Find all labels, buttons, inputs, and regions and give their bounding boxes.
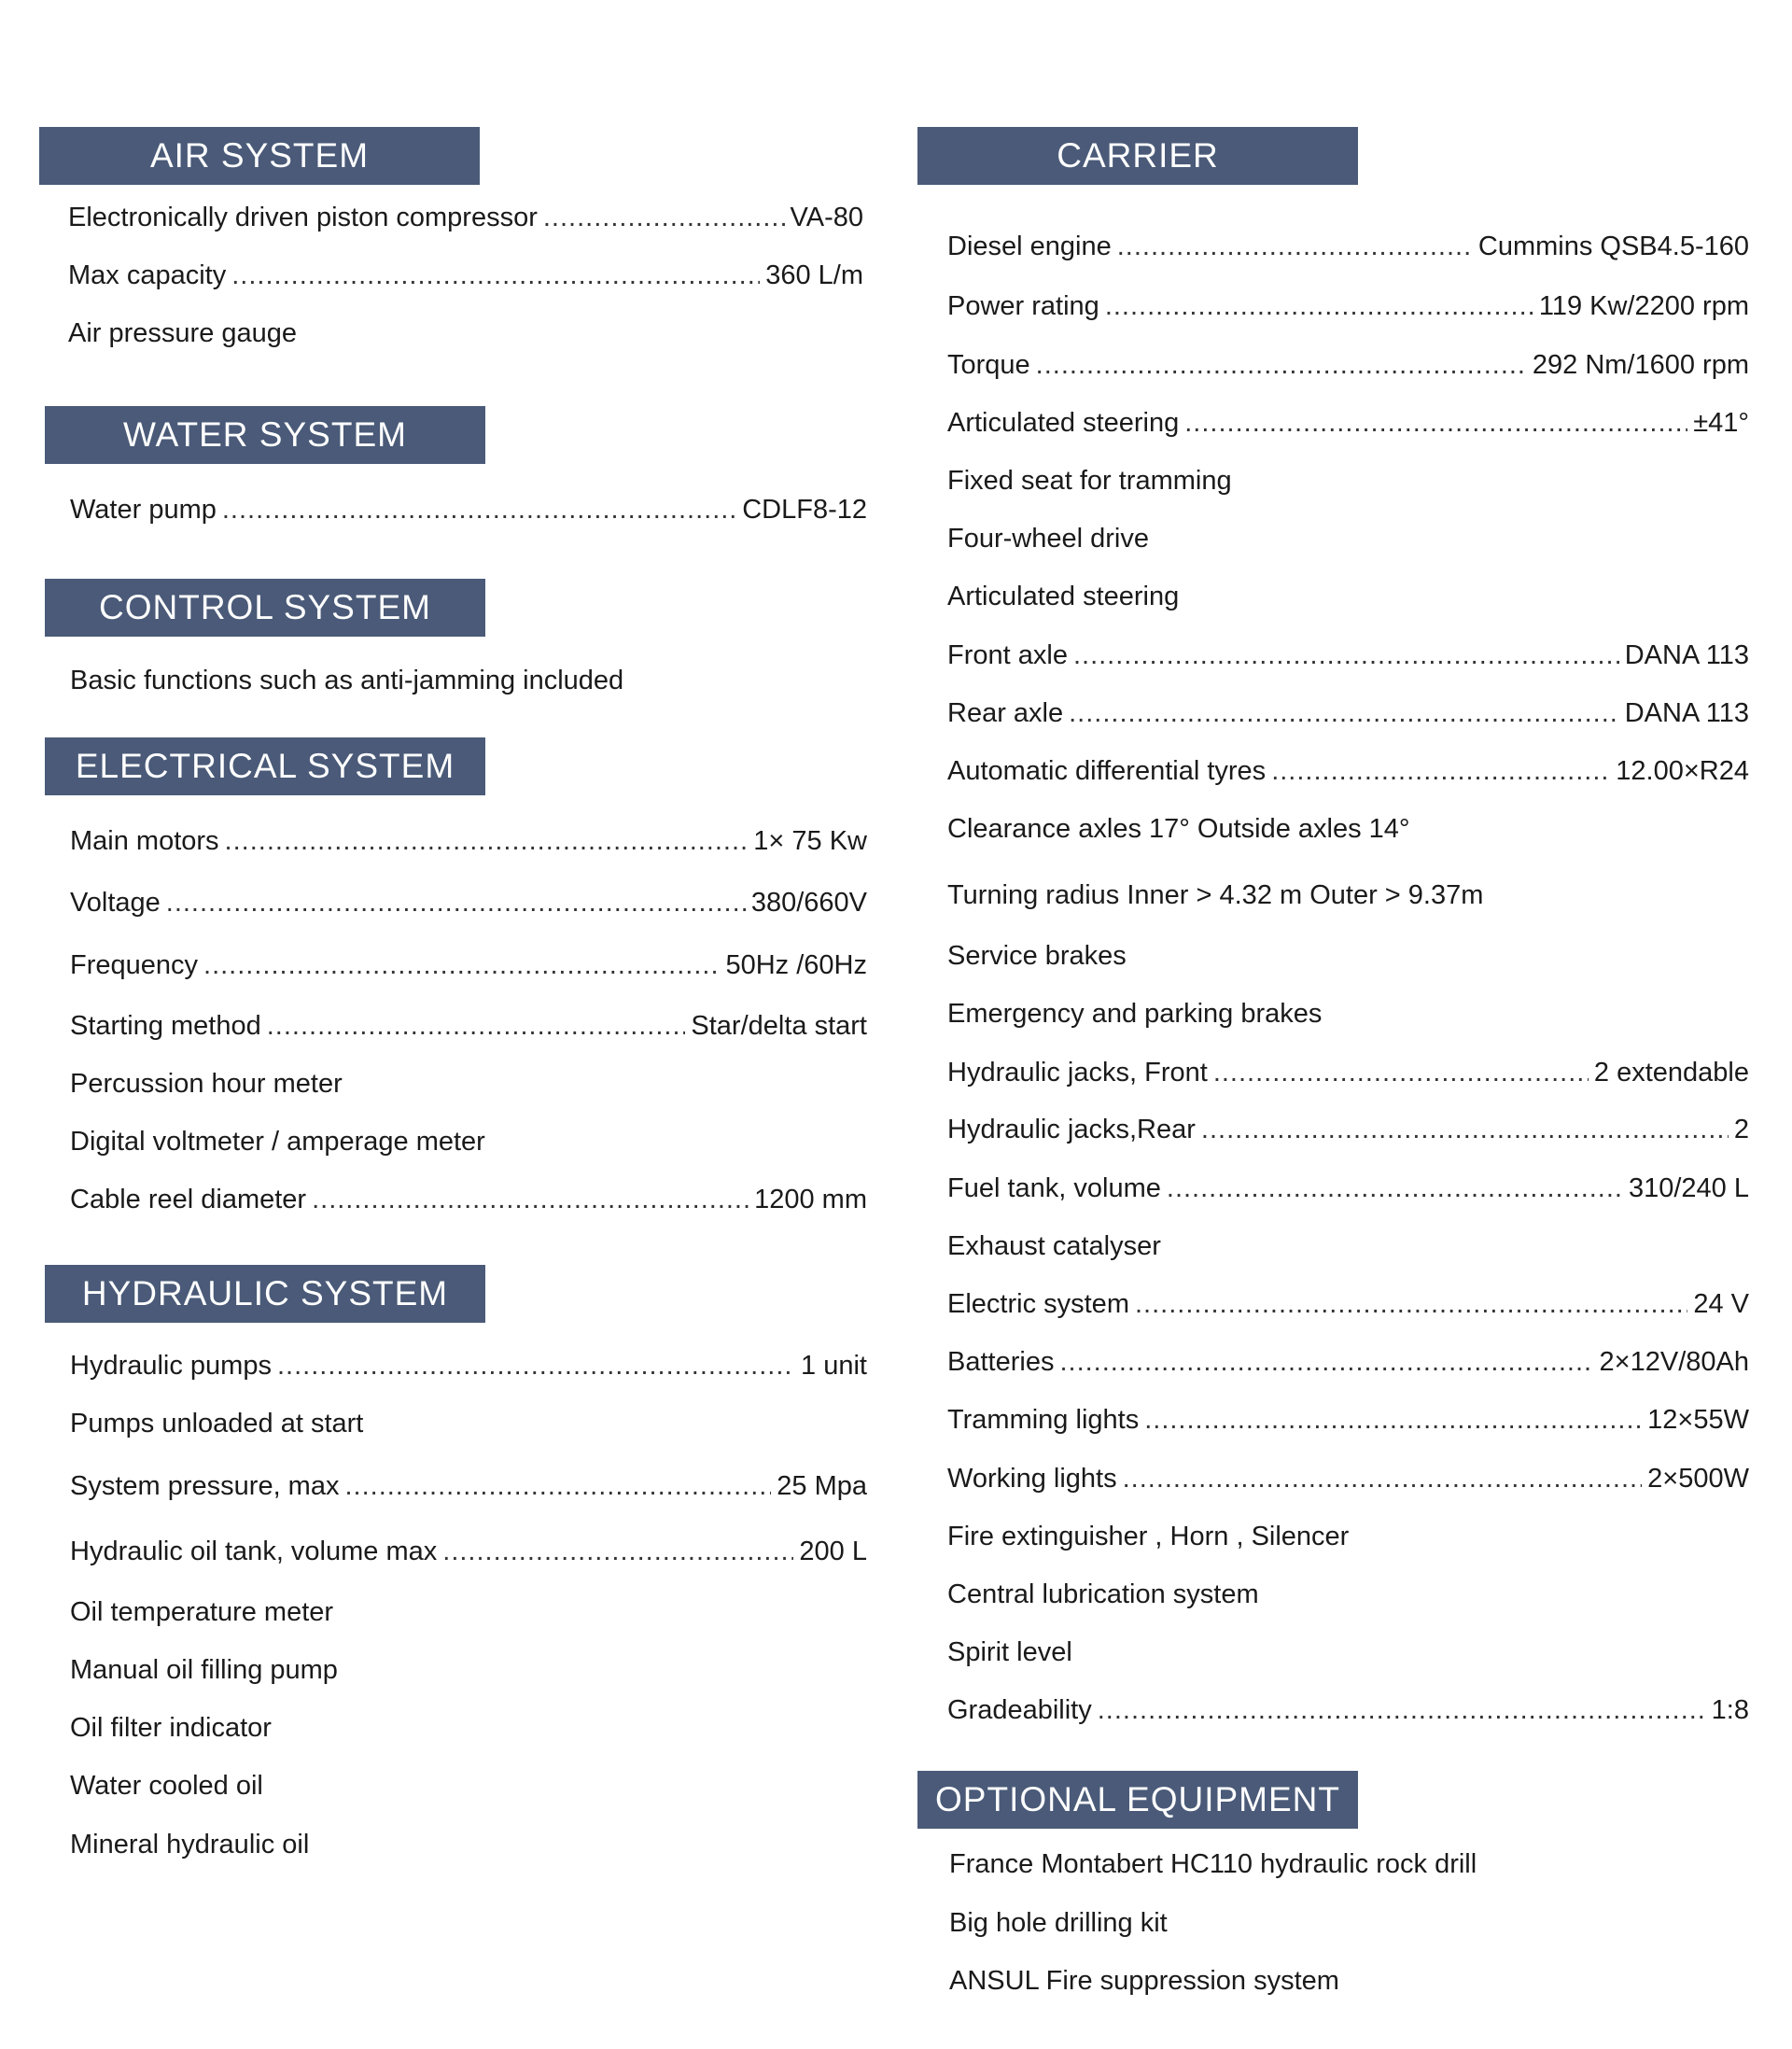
dot-leader: [166, 884, 746, 921]
spec-label: Exhaust catalyser: [947, 1231, 1161, 1261]
spec-value: 1× 75 Kw: [753, 826, 867, 856]
dot-leader: [1069, 695, 1619, 732]
spec-label: Electronically driven piston compressor: [68, 203, 538, 232]
spec-row-diesel-engine: [947, 228, 1749, 265]
dot-leader: [225, 822, 749, 860]
spec-value: 12.00×R24: [1616, 756, 1749, 786]
dot-leader: [1036, 346, 1527, 384]
spec-row-hydraulic-jacks-front: [947, 1054, 1749, 1091]
dot-leader: [222, 491, 736, 528]
spec-row-tramming-lights: [947, 1401, 1749, 1439]
spec-label: Frequency: [70, 950, 199, 980]
spec-label: Hydraulic pumps: [70, 1351, 272, 1381]
spec-label: Torque: [947, 350, 1030, 380]
section-header-control: CONTROL SYSTEM: [45, 579, 485, 637]
spec-value: CDLF8-12: [742, 495, 867, 525]
spec-label: Pumps unloaded at start: [70, 1409, 364, 1439]
spec-row-water-pump: [70, 491, 867, 528]
spec-row-hydraulic-oil-tank-volume-max: [70, 1533, 867, 1570]
section-header-optional: OPTIONAL EQUIPMENT: [917, 1771, 1358, 1829]
spec-label: Front axle: [947, 640, 1068, 670]
spec-label: Articulated steering: [947, 582, 1180, 611]
spec-label: Cable reel diameter: [70, 1185, 307, 1214]
spec-row-electronically-driven-piston-compressor: [68, 199, 863, 236]
dot-leader: [277, 1347, 795, 1384]
spec-label: System pressure, max: [70, 1471, 340, 1501]
spec-label: Service brakes: [947, 941, 1127, 971]
spec-row-hydraulic-jacks-rear: [947, 1111, 1749, 1148]
dot-leader: [1105, 288, 1533, 325]
spec-row-working-lights: [947, 1460, 1749, 1497]
spec-label: Fixed seat for tramming: [947, 466, 1232, 496]
spec-row-ansul-fire-suppression-system: [949, 1962, 1749, 2000]
spec-row-articulated-steering: [947, 404, 1749, 442]
spec-value: ±41°: [1693, 408, 1749, 438]
dot-leader: [267, 1007, 686, 1045]
spec-row-four-wheel-drive: [947, 520, 1749, 557]
spec-label: Diesel engine: [947, 232, 1112, 261]
dot-leader: [203, 947, 720, 984]
dot-leader: [344, 1467, 771, 1505]
spec-row-gradeability: [947, 1691, 1749, 1729]
spec-row-hydraulic-pumps: [70, 1347, 867, 1384]
spec-value: DANA 113: [1624, 640, 1749, 670]
spec-label: Batteries: [947, 1347, 1055, 1377]
spec-label: Gradeability: [947, 1695, 1092, 1725]
section-header-electrical: ELECTRICAL SYSTEM: [45, 737, 485, 795]
spec-label: Oil temperature meter: [70, 1597, 334, 1627]
spec-label: Rear axle: [947, 698, 1064, 728]
spec-row-emergency-and-parking-brakes: [947, 995, 1749, 1032]
spec-row-spirit-level: [947, 1634, 1749, 1671]
spec-value: 2×12V/80Ah: [1599, 1347, 1749, 1377]
spec-row-mineral-hydraulic-oil: [70, 1826, 867, 1863]
spec-label: Fuel tank, volume: [947, 1173, 1161, 1203]
spec-row-fire-extinguisher-horn-silencer: [947, 1518, 1749, 1555]
spec-value: Cummins QSB4.5-160: [1477, 232, 1749, 261]
spec-row-central-lubrication-system: [947, 1576, 1749, 1613]
spec-row-water-cooled-oil: [70, 1767, 867, 1804]
spec-row-pumps-unloaded-at-start: [70, 1405, 867, 1442]
spec-row-manual-oil-filling-pump: [70, 1651, 867, 1689]
spec-value: 50Hz /60Hz: [725, 950, 867, 980]
spec-row-big-hole-drilling-kit: [949, 1904, 1749, 1942]
spec-row-rear-axle: [947, 695, 1749, 732]
spec-label: Voltage: [70, 888, 161, 918]
spec-label: Water pump: [70, 495, 217, 525]
spec-row-cable-reel-diameter: [70, 1181, 867, 1218]
spec-label: Electric system: [947, 1289, 1129, 1319]
spec-label: Water cooled oil: [70, 1771, 263, 1801]
spec-label: Four-wheel drive: [947, 524, 1149, 554]
spec-value: Star/delta start: [691, 1011, 867, 1041]
spec-value: 119 Kw/2200 rpm: [1538, 291, 1749, 321]
spec-label: Main motors: [70, 826, 219, 856]
dot-leader: [543, 199, 785, 236]
spec-label: Manual oil filling pump: [70, 1655, 338, 1685]
dot-leader: [312, 1181, 749, 1218]
spec-row-clearance-axles-17-outside-axles-14: [947, 810, 1749, 848]
spec-row-basic-functions-such-as-anti-jamming-included: [70, 662, 867, 699]
spec-row-main-motors: [70, 822, 867, 860]
dot-leader: [1098, 1691, 1706, 1729]
spec-value: 1:8: [1711, 1695, 1749, 1725]
dot-leader: [1144, 1401, 1642, 1439]
section-header-air: AIR SYSTEM: [39, 127, 480, 185]
spec-value: 2 extendable: [1593, 1058, 1749, 1088]
spec-row-air-pressure-gauge: [68, 315, 863, 352]
spec-label: Spirit level: [947, 1637, 1072, 1667]
spec-row-front-axle: [947, 637, 1749, 674]
spec-label: Hydraulic jacks,Rear: [947, 1115, 1196, 1144]
spec-row-system-pressure-max: [70, 1467, 867, 1505]
section-header-carrier: CARRIER: [917, 127, 1358, 185]
dot-leader: [231, 257, 760, 294]
spec-label: Starting method: [70, 1011, 261, 1041]
spec-label: Power rating: [947, 291, 1099, 321]
spec-row-fuel-tank-volume: [947, 1170, 1749, 1207]
spec-label: Max capacity: [68, 260, 227, 290]
spec-label: Fire extinguisher , Horn , Silencer: [947, 1522, 1350, 1551]
spec-row-exhaust-catalyser: [947, 1228, 1749, 1265]
dot-leader: [1073, 637, 1619, 674]
dot-leader: [1059, 1343, 1593, 1381]
spec-label: Emergency and parking brakes: [947, 999, 1323, 1029]
spec-label: Automatic differential tyres: [947, 756, 1267, 786]
spec-label: Turning radius Inner > 4.32 m Outer > 9.37m: [947, 880, 1484, 910]
spec-label: Oil filter indicator: [70, 1713, 272, 1743]
dot-leader: [1123, 1460, 1643, 1497]
spec-label: Air pressure gauge: [68, 318, 298, 348]
dot-leader: [442, 1533, 793, 1570]
spec-label: Digital voltmeter / amperage meter: [70, 1127, 485, 1157]
spec-value: 200 L: [799, 1537, 867, 1566]
spec-label: Percussion hour meter: [70, 1069, 343, 1099]
dot-leader: [1135, 1285, 1687, 1323]
section-header-water: WATER SYSTEM: [45, 406, 485, 464]
spec-value: 292 Nm/1600 rpm: [1532, 350, 1749, 380]
spec-row-voltage: [70, 884, 867, 921]
spec-value: 2: [1733, 1115, 1749, 1144]
spec-row-power-rating: [947, 288, 1749, 325]
spec-label: Working lights: [947, 1464, 1117, 1494]
dot-leader: [1167, 1170, 1623, 1207]
spec-row-oil-filter-indicator: [70, 1709, 867, 1747]
spec-row-starting-method: [70, 1007, 867, 1045]
spec-row-frequency: [70, 947, 867, 984]
spec-value: 380/660V: [750, 888, 867, 918]
spec-value: 1200 mm: [754, 1185, 867, 1214]
spec-label: Central lubrication system: [947, 1579, 1259, 1609]
spec-value: 25 Mpa: [777, 1471, 867, 1501]
spec-label: Hydraulic oil tank, volume max: [70, 1537, 438, 1566]
spec-row-articulated-steering: [947, 578, 1749, 615]
spec-row-france-montabert-hc110-hydraulic-rock-drill: [949, 1846, 1749, 1883]
dot-leader: [1201, 1111, 1729, 1148]
spec-row-digital-voltmeter-amperage-meter: [70, 1123, 867, 1160]
spec-value: 1 unit: [801, 1351, 867, 1381]
spec-label: Clearance axles 17° Outside axles 14°: [947, 814, 1410, 844]
spec-value: 12×55W: [1647, 1405, 1749, 1435]
spec-row-torque: [947, 346, 1749, 384]
spec-row-turning-radius-inner-4-32-m-outer-9-37m: [947, 877, 1749, 914]
spec-label: Mineral hydraulic oil: [70, 1830, 310, 1860]
spec-row-percussion-hour-meter: [70, 1065, 867, 1102]
spec-value: 24 V: [1693, 1289, 1749, 1319]
spec-value: DANA 113: [1624, 698, 1749, 728]
spec-label: ANSUL Fire suppression system: [949, 1966, 1339, 1996]
spec-label: France Montabert HC110 hydraulic rock drill: [949, 1849, 1477, 1879]
spec-row-electric-system: [947, 1285, 1749, 1323]
spec-value: 2×500W: [1647, 1464, 1749, 1494]
dot-leader: [1184, 404, 1687, 442]
spec-label: Articulated steering: [947, 408, 1180, 438]
spec-row-batteries: [947, 1343, 1749, 1381]
spec-value: 310/240 L: [1628, 1173, 1749, 1203]
spec-row-fixed-seat-for-tramming: [947, 462, 1749, 499]
spec-row-automatic-differential-tyres: [947, 752, 1749, 790]
dot-leader: [1117, 228, 1473, 265]
spec-row-service-brakes: [947, 937, 1749, 975]
section-header-hydraulic: HYDRAULIC SYSTEM: [45, 1265, 485, 1323]
spec-label: Tramming lights: [947, 1405, 1140, 1435]
spec-row-oil-temperature-meter: [70, 1593, 867, 1631]
spec-row-max-capacity: [68, 257, 863, 294]
spec-value: 360 L/m: [765, 260, 863, 290]
spec-label: Basic functions such as anti-jamming included: [70, 666, 624, 695]
spec-label: Big hole drilling kit: [949, 1908, 1168, 1938]
dot-leader: [1271, 752, 1610, 790]
dot-leader: [1213, 1054, 1589, 1091]
spec-label: Hydraulic jacks, Front: [947, 1058, 1208, 1088]
spec-value: VA-80: [790, 203, 863, 232]
